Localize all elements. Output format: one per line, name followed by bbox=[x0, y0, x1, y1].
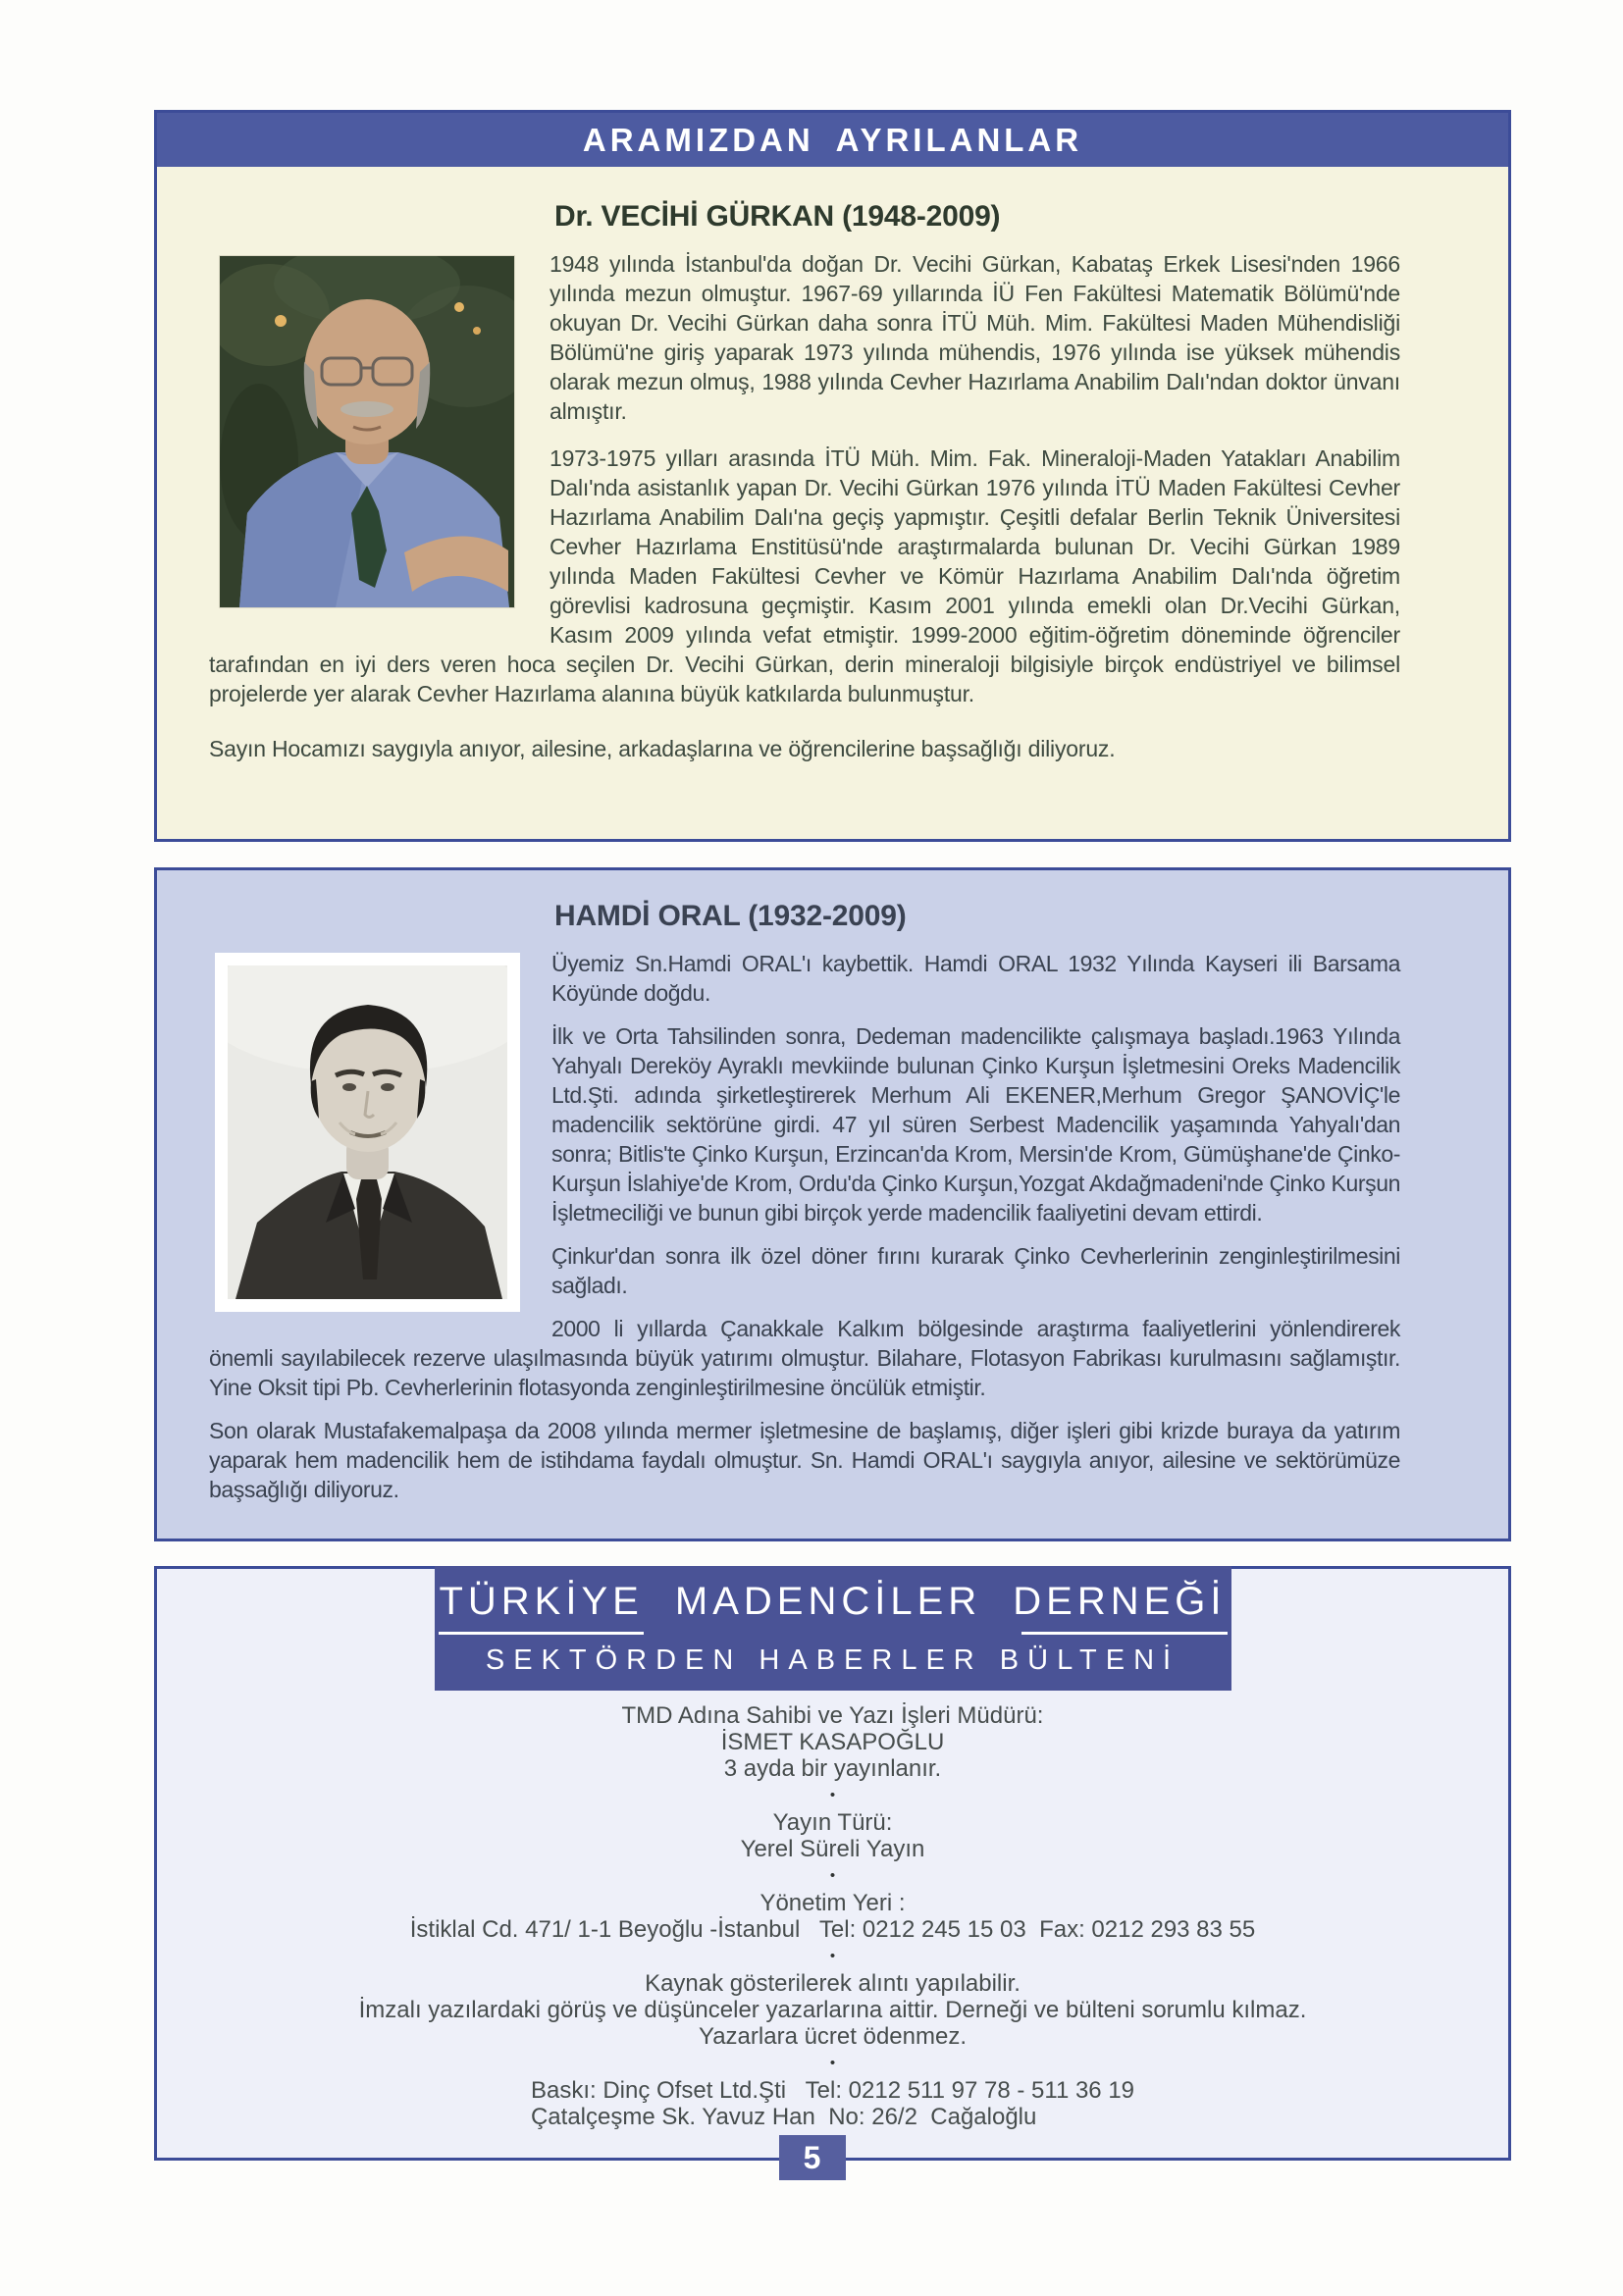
obituary-title-vecihi-gurkan: Dr. VECİHİ GÜRKAN (1948-2009) bbox=[554, 200, 1001, 233]
bullet-separator: • bbox=[829, 2055, 836, 2071]
obituary-paragraph: 2000 li yıllarda Çanakkale Kalkım bölgesinde araştırma faaliyetlerini yönlendirerek önemli sayılabilecek rezerve ulaşılmasında büyük yatırımı olmuştur. Bilahare, Flotasyon Fabrikası kurulmasını sağlamıştır. Yine Oksit tipi Pb. Cevherlerinin flotasyonda zenginleştirilmesine öncülük etmiştir. bbox=[209, 1316, 1400, 1400]
association-banner bbox=[435, 1566, 1231, 1691]
printer-block bbox=[531, 2077, 1134, 2130]
imprint-line: Yönetim Yeri : bbox=[759, 1890, 906, 1916]
obituary-closing: Sayın Hocamızı saygıyla anıyor, ailesine, arkadaşlarına ve öğrencilerine başsağlığı diliyoruz. bbox=[209, 736, 1116, 761]
bullet-separator: • bbox=[829, 1867, 836, 1884]
imprint-line: İSMET KASAPOĞLU bbox=[720, 1729, 945, 1755]
obituary-paragraph: Üyemiz Sn.Hamdi ORAL'ı kaybettik. Hamdi ORAL 1932 Yılında Kayseri ili Barsama Köyünde doğdu. bbox=[551, 951, 1400, 1006]
section-header-bar bbox=[157, 113, 1508, 167]
page-content bbox=[154, 110, 1511, 2175]
imprint-block bbox=[157, 1702, 1508, 2130]
vecihi-gurkan-photo bbox=[219, 255, 515, 608]
imprint-line: Yerel Süreli Yayın bbox=[740, 1836, 925, 1862]
imprint-line: Baskı: Dinç Ofset Ltd.Şti Tel: 0212 511 97 78 - 511 36 19 bbox=[530, 2077, 1135, 2104]
obituary-section-hamdi-oral bbox=[154, 867, 1511, 1541]
bw-portrait-illustration bbox=[228, 965, 507, 1299]
imprint-line: İmzalı yazılardaki görüş ve düşünceler yazarlarına aittir. Derneği ve bülteni sorumlu kılmaz. bbox=[358, 1997, 1307, 2023]
obituary-paragraph: Çinkur'dan sonra ilk özel döner fırını kurarak Çinko Cevherlerinin zenginleştirilmesini sağladı. bbox=[551, 1243, 1400, 1298]
obituary-paragraph: 1973-1975 yılları arasında İTÜ Müh. Mim. Fak. Mineraloji-Maden Yatakları Anabilim Dalı'nda asistanlık yapan Dr. Vecihi Gürkan 1976 yılında İTÜ Maden Fakültesi Cevher Hazırlama Anabilim Dalı'na geçiş yapmıştır. Çeşitli defalar Berlin Teknik Üniversitesi Cevher Hazırlama Enstitüsü'nde araştırmalarda bulunan Dr. Vecihi Gürkan 1989 yılında Maden Fakültesi Cevher ve Kömür Hazırlama Anabilim Dalı'nda öğretim görevlisi kadrosuna geçmiştir. Kasım 2001 yılında emekli olan Dr.Vecihi Gürkan, Kasım 2009 yılında vefat etmiştir. 1999-2000 eğitim-öğretim döneminde öğrenciler tarafından en iyi ders veren hoca seçilen Dr. Vecihi Gürkan, derin mineraloji bilgisiyle birçok endüstriyel ve bilimsel projelerde yer alarak Cevher Hazırlama alanına büyük katkılarda bulunmuştur. bbox=[209, 445, 1400, 706]
imprint-line: Yayın Türü: bbox=[772, 1809, 893, 1836]
bullet-separator: • bbox=[829, 1787, 836, 1803]
obituary-body-vecihi-gurkan bbox=[157, 167, 1508, 839]
masthead-section bbox=[154, 1566, 1511, 2175]
imprint-line: Çatalçeşme Sk. Yavuz Han No: 26/2 Cağaloğlu bbox=[530, 2104, 1037, 2130]
obituary-section-vecihi-gurkan bbox=[154, 110, 1511, 842]
color-portrait-illustration bbox=[220, 256, 514, 607]
banner-divider bbox=[435, 1627, 1231, 1642]
bulletin-name: SEKTÖRDEN HABERLER BÜLTENİ bbox=[485, 1644, 1180, 1676]
section-title: ARAMIZDAN AYRILANLAR bbox=[582, 122, 1083, 158]
bullet-separator: • bbox=[829, 1948, 836, 1964]
hamdi-oral-photo bbox=[215, 953, 520, 1312]
imprint-line: Kaynak gösterilerek alıntı yapılabilir. bbox=[645, 1970, 1021, 1997]
imprint-line: Yazarlara ücret ödenmez. bbox=[698, 2023, 968, 2050]
obituary-paragraph: 1948 yılında İstanbul'da doğan Dr. Vecihi Gürkan, Kabataş Erkek Lisesi'nden 1966 yılında mezun olmuştur. 1967-69 yıllarında İÜ Fen Fakültesi Matematik Bölümü'nde okuyan Dr. Vecihi Gürkan daha sonra İTÜ Müh. Mim. Fakültesi Maden Mühendisliği Bölümü'ne giriş yaparak 1973 yılında mühendis, 1976 yılında ise yüksek mühendis olarak mezun olmuş, 1988 yılında Cevher Hazırlama Anabilim Dalı'ndan doktor ünvanı almıştır. bbox=[550, 251, 1400, 424]
obituary-title-hamdi-oral: HAMDİ ORAL (1932-2009) bbox=[554, 900, 907, 932]
page-number-badge: 5 bbox=[779, 2135, 846, 2180]
imprint-line: 3 ayda bir yayınlanır. bbox=[723, 1755, 942, 1782]
obituary-paragraph: İlk ve Orta Tahsilinden sonra, Dedeman madencilikte çalışmaya başladı.1963 Yılında Yahyalı Dereköy Ayraklı mevkiinde bulunan Çinko Kurşun İşletmesini Oreks Madencilik Ltd.Şti. adında şirketleştirerek Merhum Ali EKENER,Merhum Gregor ŞANOVİÇ'le madencilik sektörüne girdi. 47 yıl süren Serbest Madencilik yaşamında Yahyalı'dan sonra; Bitlis'te Çinko Kurşun, Erzincan'da Krom, Mersin'de Krom, Gümüşhane'de Çinko-Kurşun İslahiye'de Krom, Ordu'da Çinko Kurşun,Yozgat Akdağmadeni'nde Çinko Kurşun İşletmeciliği ve bunun gibi birçok yerde madencilik faaliyetini devam ettirdi. bbox=[551, 1023, 1400, 1226]
obituary-paragraph: Son olarak Mustafakemalpaşa da 2008 yılında mermer işletmesine de başlamış, diğer işleri gibi krizde buraya da yatırım yaparak hem madencilik hem de istihdama faydalı olmuştur. Sn. Hamdi ORAL'ı saygıyla anıyor, ailesine ve sektörümüze başsağlığı diliyoruz. bbox=[209, 1418, 1400, 1502]
imprint-line: İstiklal Cd. 471/ 1-1 Beyoğlu -İstanbul Tel: 0212 245 15 03 Fax: 0212 293 83 55 bbox=[409, 1916, 1256, 1943]
association-name: TÜRKİYE MADENCİLER DERNEĞİ bbox=[439, 1580, 1227, 1623]
imprint-line: TMD Adına Sahibi ve Yazı İşleri Müdürü: bbox=[621, 1702, 1044, 1729]
